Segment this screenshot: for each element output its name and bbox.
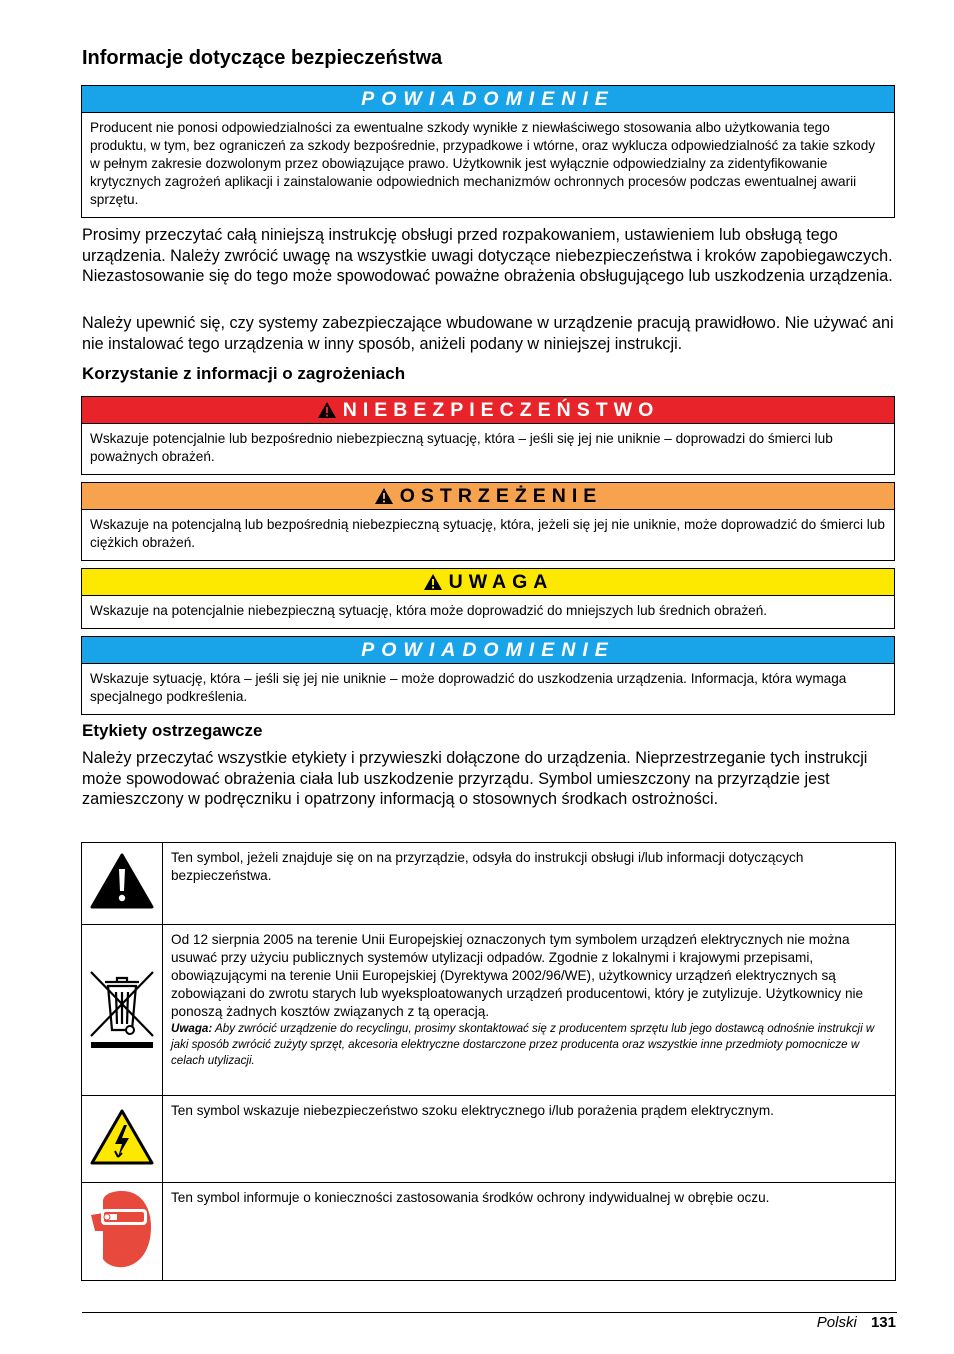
warning-triangle-icon: [423, 573, 443, 591]
symbol-icon-cell: [82, 1096, 163, 1183]
labels-section-heading: Etykiety ostrzegawcze: [82, 721, 263, 740]
danger-header: [82, 397, 894, 424]
labels-paragraph: Należy przeczytać wszystkie etykiety i przywieszki dołączone do urządzenia. Nieprzestrzeganie tych instrukcji może spowodować obrażenia ciała lub uszkodzenie przyrządu. Symbol umieszczony na przyrządzie jest zamieszczony w podręczniku i opatrzony informacją o stosownych środkach ostrożności.: [82, 749, 868, 809]
table-row: [82, 843, 896, 925]
caution-header-label: UWAGA: [448, 570, 554, 593]
notice-header-label: POWIADOMIENIE: [361, 638, 615, 661]
notice-body: Producent nie ponosi odpowiedzialności za ewentualne szkody wynikłe z niewłaściwego stosowania albo użytkowania tego produktu, w tym, bez ograniczeń za szkody bezpośrednie, przypadkowe i wtórne, oraz wyklucza odpowiedzialność za takie szkody w pełnym zakresie dozwolonym przez obowiązujące prawo. Użytkownik jest wyłącznie odpowiedzialny za zidentyfikowanie krytycznych zagrożeń aplikacji i zainstalowanie odpowiednich mechanizmów ochronnych procesów podczas ewentualnej awarii sprzętu.: [90, 120, 876, 207]
notice-header: [82, 637, 894, 664]
warning-body: Wskazuje na potencjalną lub bezpośrednią niebezpieczną sytuację, która, jeżeli się jej nie uniknie, może doprowadzić do śmierci lub ciężkich obrażeń.: [90, 517, 885, 550]
symbol-table: [81, 842, 896, 1281]
symbol-note: [171, 1021, 887, 1069]
caution-header: [82, 569, 894, 596]
footer-language: Polski: [816, 1314, 857, 1331]
symbol-description: Ten symbol, jeżeli znajduje się on na przyrządzie, odsyła do instrukcji obsługi i/lub informacji dotyczących bezpieczeństwa.: [171, 850, 804, 883]
intro-paragraph-2: Należy upewnić się, czy systemy zabezpieczające wbudowane w urządzenie pracują prawidłowo. Nie używać ani nie instalować tego urządzenia w inny sposób, aniżeli podany w niniejszej instrukcji.: [82, 314, 894, 353]
note-label: Uwaga:: [171, 1022, 213, 1035]
page-number: 131: [870, 1314, 896, 1331]
page-title: Informacje dotyczące bezpieczeństwa: [82, 47, 443, 69]
hazard-section-heading: Korzystanie z informacji o zagrożeniach: [82, 364, 406, 383]
page-footer: [817, 1314, 896, 1331]
caution-body: Wskazuje na potencjalnie niebezpieczną sytuację, która może doprowadzić do mniejszych lub średnich obrażeń.: [90, 603, 768, 618]
symbol-icon-cell: [82, 925, 163, 1096]
footer-divider: [82, 1312, 897, 1313]
danger-body: Wskazuje potencjalnie lub bezpośrednio niebezpieczną sytuację, która – jeśli się jej nie uniknie – doprowadzi do śmierci lub poważnych obrażeń.: [90, 431, 833, 464]
warning-triangle-icon: [317, 401, 337, 419]
table-row: [82, 1096, 896, 1183]
danger-header-label: NIEBEZPIECZEŃSTWO: [342, 398, 660, 421]
intro-paragraph-1: Prosimy przeczytać całą niniejszą instrukcję obsługi przed rozpakowaniem, ustawieniem lub obsługą tego urządzenia. Należy zwrócić uwagę na wszystkie uwagi dotyczące niebezpieczeństwa i kroków zapobiegawczych. Niezastosowanie się do tego może spowodować poważne obrażenia obsługującego lub uszkodzenia urządzenia.: [82, 226, 893, 286]
warning-header: [82, 483, 894, 510]
notice-box: [81, 85, 895, 218]
crossed-bin-icon: [87, 966, 157, 1050]
warning-box: [81, 482, 895, 561]
notice-header-label: POWIADOMIENIE: [361, 87, 615, 110]
symbol-description: Ten symbol informuje o konieczności zastosowania środków ochrony indywidualnej w obrębie oczu.: [171, 1190, 770, 1205]
table-row: [82, 1183, 896, 1281]
notice-box: [81, 636, 895, 715]
electric-shock-icon: [89, 1108, 155, 1166]
warning-triangle-icon: [90, 853, 154, 909]
note-text: Aby zwrócić urządzenie do recyclingu, prosimy skontaktować się z producentem sprzętu lub jego dostawcą odnośnie instrukcji w jaki sposób zwrócić zużyty sprzęt, akcesoria elektryczne dostarczone przez producenta oraz wszystkie inne przedmioty pomocnicze w celach utylizacji.: [171, 1022, 875, 1067]
symbol-icon-cell: [82, 843, 163, 925]
table-row: [82, 925, 896, 1096]
notice-body: Wskazuje sytuację, która – jeśli się jej nie uniknie – może doprowadzić do uszkodzenia urządzenia. Informacja, która wymaga specjalnego podkreślenia.: [90, 671, 847, 704]
symbol-description: Ten symbol wskazuje niebezpieczeństwo szoku elektrycznego i/lub porażenia prądem elektrycznym.: [171, 1103, 774, 1118]
eye-protection-icon: [89, 1187, 155, 1271]
danger-box: [81, 396, 895, 475]
warning-header-label: OSTRZEŻENIE: [399, 484, 603, 507]
caution-box: [81, 568, 895, 629]
notice-header: [82, 86, 894, 113]
symbol-icon-cell: [82, 1183, 163, 1281]
symbol-description: Od 12 sierpnia 2005 na terenie Unii Europejskiej oznaczonych tym symbolem urządzeń elektrycznych nie można usuwać przy użyciu publicznych systemów utylizacji odpadów. Zgodnie z lokalnymi i krajowymi przepisami, obowiązującymi na terenie Unii Europejskiej (Dyrektywa 2002/96/WE), użytkownicy urządzeń elektrycznych są zobowiązani do zwrotu starych lub wyeksploatowanych urządzeń producentowi, który je zutylizuje. Użytkownicy nie ponoszą żadnych kosztów związanych z tą operacją.: [171, 932, 864, 1019]
warning-triangle-icon: [374, 487, 394, 505]
